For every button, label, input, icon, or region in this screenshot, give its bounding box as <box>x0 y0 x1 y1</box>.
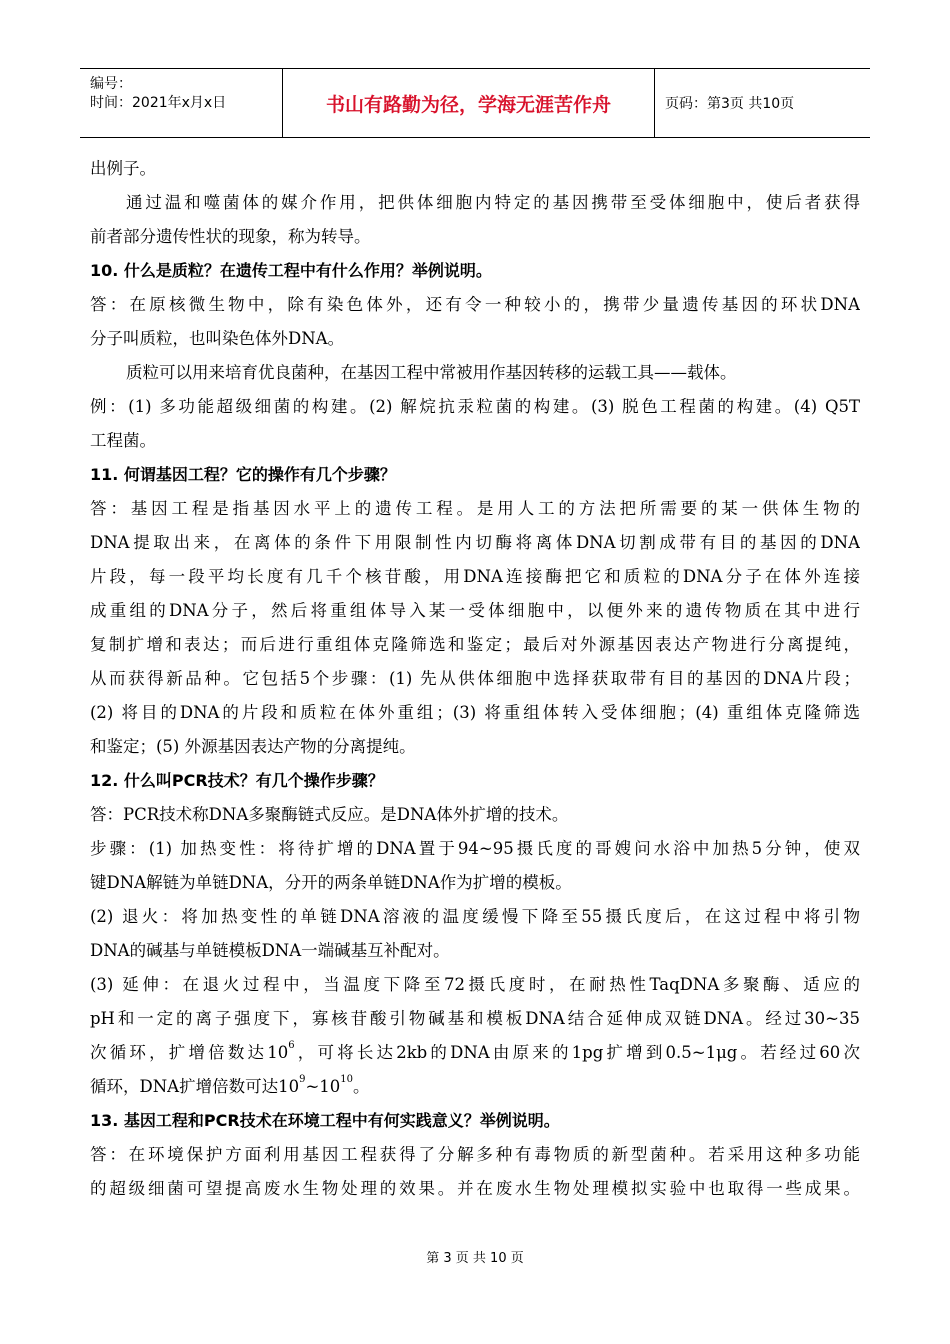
page-header <box>80 68 870 138</box>
text-line: 从而获得新品种。它包括5个步骤：(1) 先从供体细胞中选择获取带有目的基因的DNA片段； <box>90 669 860 688</box>
text-line: DNA提取出来，在离体的条件下用限制性内切酶将离体DNA切割成带有目的基因的DNA <box>90 533 860 552</box>
text-line-with-superscript <box>90 1070 860 1104</box>
text-span: 循环，DNA扩增倍数可达10 <box>90 1077 300 1096</box>
text-line: 前者部分遗传性状的现象，称为转导。 <box>90 227 371 246</box>
text-line: DNA的碱基与单链模板DNA一端碱基互补配对。 <box>90 941 450 960</box>
text-line: 成重组的DNA分子，然后将重组体导入某一受体细胞中，以便外来的遗传物质在其中进行 <box>90 601 860 620</box>
text-span: ~10 <box>305 1077 341 1096</box>
text-line: 答：基因工程是指基因水平上的遗传工程。是用人工的方法把所需要的某一供体生物的 <box>90 499 860 518</box>
text-line: 的超级细菌可望提高废水生物处理的效果。并在废水生物处理模拟实验中也取得一些成果。 <box>90 1179 860 1198</box>
question-heading-12: 12. 什么叫PCR技术？有几个操作步骤？ <box>90 771 384 790</box>
text-line: 工程菌。 <box>90 431 156 450</box>
text-line: (2) 将目的DNA的片段和质粒在体外重组；(3) 将重组体转入受体细胞；(4) 重组体克隆筛选 <box>90 703 860 722</box>
text-line: 答：在原核微生物中，除有染色体外，还有令一种较小的，携带少量遗传基因的环状DNA <box>90 295 860 314</box>
text-line: 例：(1) 多功能超级细菌的构建。(2) 解烷抗汞粒菌的构建。(3) 脱色工程菌的构建。(4) Q5T <box>90 397 860 416</box>
text-line: (3) 延伸：在退火过程中，当温度下降至72摄氏度时，在耐热性TaqDNA多聚酶、适应的 <box>90 975 860 994</box>
superscript: 10 <box>340 1074 354 1085</box>
question-heading-11: 11. 何谓基因工程？它的操作有几个步骤？ <box>90 465 396 484</box>
document-body <box>90 152 860 1206</box>
text-line: 步骤：(1) 加热变性：将待扩增的DNA置于94~95摄氏度的哥嫂问水浴中加热5分钟，使双 <box>90 839 860 858</box>
text-line: 复制扩增和表达；而后进行重组体克隆筛选和鉴定；最后对外源基因表达产物进行分离提纯， <box>90 635 860 654</box>
text-line: 答：在环境保护方面利用基因工程获得了分解多种有毒物质的新型菌种。若采用这种多功能 <box>90 1145 860 1164</box>
question-heading-10: 10. 什么是质粒？在遗传工程中有什么作用？举例说明。 <box>90 261 492 280</box>
page-footer: 第 3 页 共 10 页 <box>426 1251 524 1266</box>
text-line: 片段，每一段平均长度有几千个核苷酸，用DNA连接酶把它和质粒的DNA分子在体外连接 <box>90 567 860 586</box>
header-motto: 书山有路勤为径，学海无涯苦作舟 <box>283 69 655 137</box>
serial-label: 编号： <box>90 76 132 92</box>
text-span: 次循环，扩增倍数达10 <box>90 1043 289 1062</box>
text-span: ，可将长达2kb的DNA由原来的1pg扩增到0.5~1μg。若经过60次 <box>294 1043 860 1062</box>
text-line: 分子叫质粒，也叫染色体外DNA。 <box>90 329 345 348</box>
text-line: 质粒可以用来培育优良菌种，在基因工程中常被用作基因转移的运载工具——载体。 <box>126 363 737 382</box>
text-span: 。 <box>353 1077 370 1096</box>
text-line: 键DNA解链为单链DNA，分开的两条单链DNA作为扩增的模板。 <box>90 873 572 892</box>
text-line-with-superscript <box>90 1036 860 1070</box>
header-page-number: 页码：第3页 共10页 <box>665 96 795 112</box>
text-line: 答：PCR技术称DNA多聚酶链式反应。是DNA体外扩增的技术。 <box>90 805 569 824</box>
header-meta <box>80 69 283 137</box>
text-line: 出例子。 <box>90 159 156 178</box>
text-line: 通过温和噬菌体的媒介作用，把供体细胞内特定的基因携带至受体细胞中，使后者获得 <box>126 193 860 212</box>
superscript: 6 <box>288 1040 295 1051</box>
date-label: 时间：2021年x月x日 <box>90 95 227 111</box>
text-line: 和鉴定；(5) 外源基因表达产物的分离提纯。 <box>90 737 416 756</box>
text-line: pH和一定的离子强度下，寡核苷酸引物碱基和模板DNA结合延伸成双链DNA。经过30~35 <box>90 1009 860 1028</box>
superscript: 9 <box>299 1074 306 1085</box>
question-heading-13: 13. 基因工程和PCR技术在环境工程中有何实践意义？举例说明。 <box>90 1111 560 1130</box>
text-line: (2) 退火：将加热变性的单链DNA溶液的温度缓慢下降至55摄氏度后，在这过程中将引物 <box>90 907 860 926</box>
